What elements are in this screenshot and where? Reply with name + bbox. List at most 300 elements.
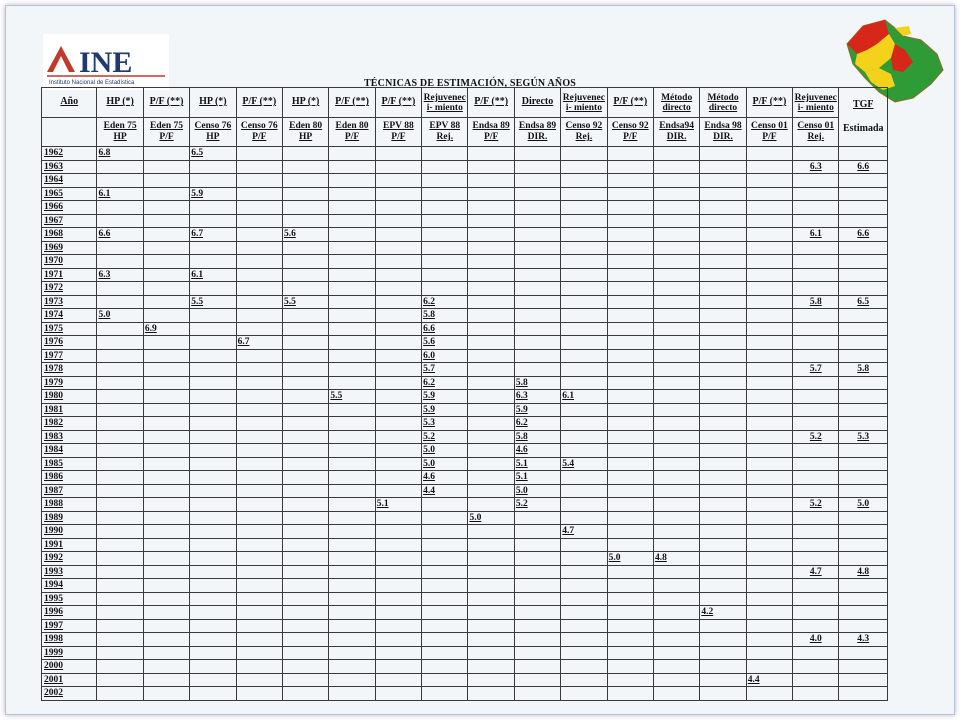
empty-cell (561, 322, 607, 336)
empty-cell (329, 160, 375, 174)
value-cell: 6.2 (422, 376, 468, 390)
empty-cell (700, 646, 746, 660)
empty-cell (282, 160, 328, 174)
table-row (42, 430, 888, 444)
empty-cell (468, 457, 514, 471)
empty-cell (282, 376, 328, 390)
header-source: Eden 80 P/F (329, 118, 375, 147)
empty-cell (839, 376, 888, 390)
empty-cell (329, 606, 375, 620)
value-cell: 6.3 (97, 268, 143, 282)
empty-cell (793, 687, 839, 701)
empty-cell (746, 255, 792, 269)
year-cell: 1962 (42, 147, 97, 161)
empty-cell (746, 444, 792, 458)
empty-cell (468, 660, 514, 674)
header-source: Censo 01 P/F (746, 118, 792, 147)
empty-cell (700, 619, 746, 633)
empty-cell (514, 633, 560, 647)
empty-cell (793, 525, 839, 539)
empty-cell (746, 565, 792, 579)
value-cell: 6.1 (190, 268, 236, 282)
empty-cell (653, 255, 699, 269)
empty-cell (746, 538, 792, 552)
empty-cell (143, 268, 189, 282)
empty-cell (793, 174, 839, 188)
empty-cell (468, 228, 514, 242)
empty-cell (190, 309, 236, 323)
empty-cell (468, 268, 514, 282)
empty-cell (329, 457, 375, 471)
empty-cell (468, 673, 514, 687)
empty-cell (190, 579, 236, 593)
empty-cell (700, 322, 746, 336)
empty-cell (97, 633, 143, 647)
empty-cell (514, 619, 560, 633)
empty-cell (282, 457, 328, 471)
header-source: EPV 88 Rej. (422, 118, 468, 147)
value-cell: 6.6 (839, 160, 888, 174)
empty-cell (607, 619, 653, 633)
empty-cell (190, 282, 236, 296)
table-row (42, 687, 888, 701)
empty-cell (839, 390, 888, 404)
empty-cell (282, 147, 328, 161)
value-cell: 5.0 (468, 511, 514, 525)
empty-cell (561, 633, 607, 647)
value-cell: 5.8 (514, 376, 560, 390)
value-cell: 5.3 (839, 430, 888, 444)
empty-cell (143, 403, 189, 417)
empty-cell (329, 214, 375, 228)
empty-cell (561, 498, 607, 512)
value-cell: 5.1 (375, 498, 421, 512)
empty-cell (236, 444, 282, 458)
empty-cell (793, 538, 839, 552)
table-row (42, 390, 888, 404)
empty-cell (329, 444, 375, 458)
empty-cell (514, 525, 560, 539)
empty-cell (514, 282, 560, 296)
empty-cell (375, 552, 421, 566)
empty-cell (839, 241, 888, 255)
year-cell: 1966 (42, 201, 97, 215)
empty-cell (97, 295, 143, 309)
empty-cell (190, 390, 236, 404)
empty-cell (607, 538, 653, 552)
empty-cell (190, 457, 236, 471)
empty-cell (561, 201, 607, 215)
empty-cell (514, 579, 560, 593)
empty-cell (190, 322, 236, 336)
empty-cell (746, 241, 792, 255)
empty-cell (514, 552, 560, 566)
empty-cell (700, 376, 746, 390)
empty-cell (236, 160, 282, 174)
empty-cell (143, 457, 189, 471)
empty-cell (514, 511, 560, 525)
year-cell: 1997 (42, 619, 97, 633)
year-cell: 1975 (42, 322, 97, 336)
empty-cell (329, 241, 375, 255)
empty-cell (282, 538, 328, 552)
empty-cell (653, 282, 699, 296)
empty-cell (329, 295, 375, 309)
value-cell: 6.6 (422, 322, 468, 336)
empty-cell (329, 417, 375, 431)
empty-cell (329, 430, 375, 444)
empty-cell (375, 592, 421, 606)
empty-cell (97, 403, 143, 417)
empty-cell (422, 187, 468, 201)
value-cell: 4.8 (653, 552, 699, 566)
empty-cell (143, 592, 189, 606)
empty-cell (653, 309, 699, 323)
empty-cell (746, 471, 792, 485)
empty-cell (422, 268, 468, 282)
empty-cell (839, 187, 888, 201)
empty-cell (793, 552, 839, 566)
empty-cell (236, 525, 282, 539)
empty-cell (329, 282, 375, 296)
empty-cell (839, 214, 888, 228)
value-cell: 5.0 (514, 484, 560, 498)
empty-cell (97, 592, 143, 606)
empty-cell (793, 187, 839, 201)
empty-cell (793, 606, 839, 620)
empty-cell (375, 606, 421, 620)
empty-cell (514, 160, 560, 174)
empty-cell (282, 390, 328, 404)
empty-cell (236, 174, 282, 188)
value-cell: 6.6 (97, 228, 143, 242)
empty-cell (236, 646, 282, 660)
header-source: Endsa94 DIR. (653, 118, 699, 147)
year-cell: 1990 (42, 525, 97, 539)
empty-cell (236, 268, 282, 282)
value-cell: 6.1 (97, 187, 143, 201)
empty-cell (375, 646, 421, 660)
empty-cell (607, 430, 653, 444)
empty-cell (97, 498, 143, 512)
empty-cell (700, 552, 746, 566)
empty-cell (746, 687, 792, 701)
empty-cell (190, 214, 236, 228)
empty-cell (375, 160, 421, 174)
empty-cell (514, 673, 560, 687)
year-cell: 1983 (42, 430, 97, 444)
empty-cell (839, 444, 888, 458)
empty-cell (561, 592, 607, 606)
empty-cell (143, 376, 189, 390)
header-method: P/F (**) (468, 88, 514, 118)
empty-cell (236, 187, 282, 201)
empty-cell (282, 363, 328, 377)
empty-cell (468, 187, 514, 201)
table-row (42, 160, 888, 174)
empty-cell (561, 228, 607, 242)
empty-cell (236, 295, 282, 309)
empty-cell (282, 525, 328, 539)
empty-cell (282, 471, 328, 485)
empty-cell (793, 457, 839, 471)
empty-cell (561, 255, 607, 269)
empty-cell (422, 525, 468, 539)
empty-cell (236, 619, 282, 633)
empty-cell (700, 390, 746, 404)
empty-cell (329, 363, 375, 377)
empty-cell (653, 457, 699, 471)
empty-cell (143, 241, 189, 255)
empty-cell (375, 660, 421, 674)
empty-cell (793, 673, 839, 687)
empty-cell (282, 606, 328, 620)
empty-cell (700, 403, 746, 417)
empty-cell (653, 579, 699, 593)
empty-cell (236, 498, 282, 512)
empty-cell (561, 403, 607, 417)
value-cell: 6.3 (793, 160, 839, 174)
empty-cell (190, 349, 236, 363)
empty-cell (282, 336, 328, 350)
empty-cell (561, 660, 607, 674)
empty-cell (236, 241, 282, 255)
value-cell: 5.9 (514, 403, 560, 417)
empty-cell (793, 349, 839, 363)
empty-cell (143, 484, 189, 498)
empty-cell (700, 160, 746, 174)
empty-cell (468, 336, 514, 350)
empty-cell (607, 417, 653, 431)
empty-cell (468, 349, 514, 363)
empty-cell (329, 687, 375, 701)
table-row (42, 619, 888, 633)
empty-cell (282, 282, 328, 296)
empty-cell (746, 619, 792, 633)
empty-cell (468, 174, 514, 188)
empty-cell (746, 295, 792, 309)
empty-cell (143, 174, 189, 188)
empty-cell (143, 619, 189, 633)
empty-cell (375, 538, 421, 552)
empty-cell (700, 660, 746, 674)
empty-cell (143, 579, 189, 593)
empty-cell (607, 241, 653, 255)
empty-cell (468, 592, 514, 606)
empty-cell (746, 511, 792, 525)
empty-cell (97, 484, 143, 498)
header-row-methods (42, 88, 888, 118)
table-row (42, 295, 888, 309)
empty-cell (190, 552, 236, 566)
empty-cell (607, 228, 653, 242)
year-cell: 1985 (42, 457, 97, 471)
empty-cell (422, 511, 468, 525)
empty-cell (653, 417, 699, 431)
empty-cell (607, 187, 653, 201)
empty-cell (839, 538, 888, 552)
empty-cell (97, 525, 143, 539)
empty-cell (236, 228, 282, 242)
empty-cell (653, 214, 699, 228)
header-row-sources (42, 118, 888, 147)
value-cell: 6.2 (514, 417, 560, 431)
empty-cell (375, 430, 421, 444)
header-source: Eden 75 HP (97, 118, 143, 147)
empty-cell (793, 309, 839, 323)
header-tgf: TGF Estimada (839, 88, 888, 147)
empty-cell (143, 646, 189, 660)
empty-cell (236, 349, 282, 363)
empty-cell (839, 660, 888, 674)
empty-cell (375, 201, 421, 215)
empty-cell (653, 484, 699, 498)
value-cell: 5.9 (422, 390, 468, 404)
empty-cell (97, 390, 143, 404)
empty-cell (143, 552, 189, 566)
empty-cell (375, 214, 421, 228)
empty-cell (700, 349, 746, 363)
empty-cell (607, 565, 653, 579)
empty-cell (282, 592, 328, 606)
empty-cell (422, 565, 468, 579)
empty-cell (375, 309, 421, 323)
empty-cell (375, 511, 421, 525)
header-method: HP (*) (190, 88, 236, 118)
empty-cell (514, 187, 560, 201)
empty-cell (329, 255, 375, 269)
empty-cell (746, 660, 792, 674)
empty-cell (653, 228, 699, 242)
empty-cell (190, 336, 236, 350)
empty-cell (329, 336, 375, 350)
empty-cell (190, 673, 236, 687)
empty-cell (561, 187, 607, 201)
value-cell: 5.5 (329, 390, 375, 404)
empty-cell (422, 147, 468, 161)
empty-cell (422, 592, 468, 606)
value-cell: 6.5 (839, 295, 888, 309)
empty-cell (839, 457, 888, 471)
value-cell: 6.3 (514, 390, 560, 404)
empty-cell (746, 457, 792, 471)
empty-cell (746, 390, 792, 404)
empty-cell (514, 363, 560, 377)
empty-cell (514, 268, 560, 282)
empty-cell (514, 214, 560, 228)
empty-cell (422, 160, 468, 174)
header-tgf-sub: Estimada (842, 123, 884, 134)
empty-cell (282, 619, 328, 633)
empty-cell (97, 606, 143, 620)
table-row (42, 174, 888, 188)
empty-cell (375, 187, 421, 201)
empty-cell (793, 214, 839, 228)
table-row (42, 403, 888, 417)
year-cell: 1996 (42, 606, 97, 620)
table-row (42, 646, 888, 660)
value-cell: 6.0 (422, 349, 468, 363)
empty-cell (700, 255, 746, 269)
year-cell: 1984 (42, 444, 97, 458)
empty-cell (839, 417, 888, 431)
empty-cell (700, 579, 746, 593)
empty-cell (143, 525, 189, 539)
year-cell: 1982 (42, 417, 97, 431)
empty-cell (793, 147, 839, 161)
empty-cell (375, 268, 421, 282)
year-cell: 1993 (42, 565, 97, 579)
year-cell: 1968 (42, 228, 97, 242)
empty-cell (607, 471, 653, 485)
empty-cell (282, 309, 328, 323)
year-cell: 1977 (42, 349, 97, 363)
empty-cell (468, 484, 514, 498)
empty-cell (329, 673, 375, 687)
header-method: Rejuvenec i- miento (561, 88, 607, 118)
empty-cell (839, 336, 888, 350)
year-cell: 1991 (42, 538, 97, 552)
empty-cell (236, 309, 282, 323)
empty-cell (329, 660, 375, 674)
empty-cell (422, 646, 468, 660)
empty-cell (143, 160, 189, 174)
table-row (42, 363, 888, 377)
empty-cell (653, 525, 699, 539)
empty-cell (468, 214, 514, 228)
year-cell: 1989 (42, 511, 97, 525)
empty-cell (468, 444, 514, 458)
empty-cell (793, 322, 839, 336)
empty-cell (97, 214, 143, 228)
empty-cell (839, 592, 888, 606)
empty-cell (422, 687, 468, 701)
year-cell: 1986 (42, 471, 97, 485)
year-cell: 1988 (42, 498, 97, 512)
empty-cell (97, 538, 143, 552)
empty-cell (653, 633, 699, 647)
empty-cell (143, 187, 189, 201)
empty-cell (329, 147, 375, 161)
empty-cell (561, 444, 607, 458)
table-row (42, 349, 888, 363)
empty-cell (607, 457, 653, 471)
empty-cell (190, 525, 236, 539)
empty-cell (236, 322, 282, 336)
empty-cell (653, 147, 699, 161)
empty-cell (700, 336, 746, 350)
empty-cell (468, 430, 514, 444)
value-cell: 4.4 (422, 484, 468, 498)
empty-cell (236, 687, 282, 701)
empty-cell (97, 241, 143, 255)
empty-cell (282, 660, 328, 674)
table-row (42, 201, 888, 215)
year-cell: 1965 (42, 187, 97, 201)
empty-cell (97, 430, 143, 444)
empty-cell (282, 646, 328, 660)
table-row (42, 417, 888, 431)
empty-cell (561, 511, 607, 525)
empty-cell (329, 187, 375, 201)
empty-cell (746, 484, 792, 498)
empty-cell (514, 295, 560, 309)
empty-cell (422, 228, 468, 242)
empty-cell (143, 228, 189, 242)
empty-cell (514, 606, 560, 620)
value-cell: 4.7 (561, 525, 607, 539)
empty-cell (236, 471, 282, 485)
